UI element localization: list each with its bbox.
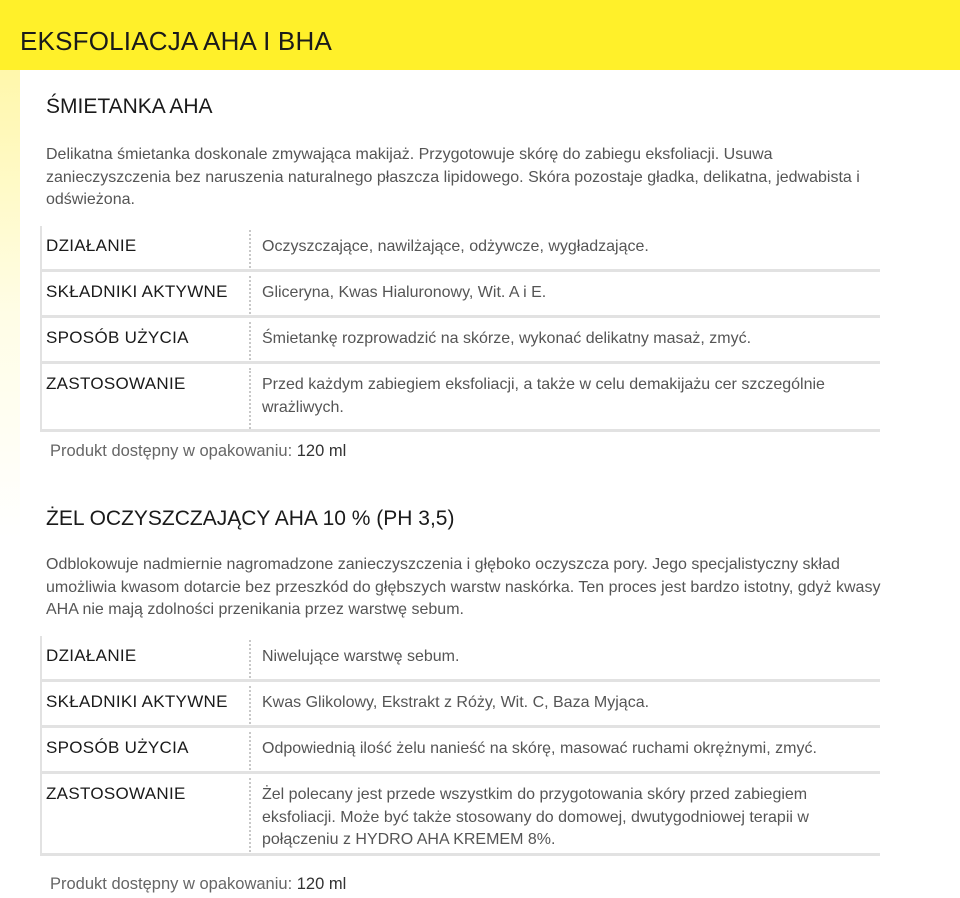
spec-row-zastosowanie: [40, 364, 880, 432]
spec-value: Przed każdym zabiegiem eksfoliacji, a także w celu demakijażu cer szczególnie wrażliwych.: [262, 376, 825, 416]
spec-value: Gliceryna, Kwas Hialuronowy, Wit. A i E.: [262, 284, 547, 301]
availability-note: [50, 442, 346, 461]
spec-row-skladniki: [40, 272, 880, 318]
spec-row-sposob: [40, 728, 880, 774]
spec-table: [40, 636, 880, 856]
spec-label: SPOSÓB UŻYCIA: [46, 738, 189, 757]
spec-row-skladniki: [40, 682, 880, 728]
spec-row-dzialanie: [40, 636, 880, 682]
page-title: EKSFOLIACJA AHA I BHA: [20, 26, 332, 56]
spec-value: Oczyszczające, nawilżające, odżywcze, wygładzające.: [262, 238, 649, 255]
spec-label: DZIAŁANIE: [46, 236, 137, 255]
spec-value: Odpowiednią ilość żelu nanieść na skórę, masować ruchami okrężnymi, zmyć.: [262, 740, 817, 757]
product-title: ŻEL OCZYSZCZAJĄCY AHA 10 % (PH 3,5): [46, 507, 455, 530]
spec-label: ZASTOSOWANIE: [46, 374, 186, 393]
availability-label: Produkt dostępny w opakowaniu:: [50, 875, 293, 893]
product-title: ŚMIETANKA AHA: [46, 95, 213, 118]
spec-label: ZASTOSOWANIE: [46, 784, 186, 803]
spec-label: SKŁADNIKI AKTYWNE: [46, 692, 228, 711]
content-page: [20, 70, 960, 898]
availability-amount: 120 ml: [296, 442, 347, 460]
spec-label: DZIAŁANIE: [46, 646, 137, 665]
spec-label: SPOSÓB UŻYCIA: [46, 328, 189, 347]
availability-label: Produkt dostępny w opakowaniu:: [50, 442, 293, 460]
availability-amount: 120 ml: [296, 875, 347, 893]
page-header: [0, 0, 960, 70]
spec-table: [40, 226, 880, 432]
spec-value: Żel polecany jest przede wszystkim do przygotowania skóry przed zabiegiem eksfoliacji. Może być także stosowany do domowej, dwutygodniowej terapii w połączeniu z HYDRO AHA KREMEM 8%.: [262, 786, 809, 848]
spec-value: Niwelujące warstwę sebum.: [262, 648, 460, 665]
spec-value: Śmietankę rozprowadzić na skórze, wykonać delikatny masaż, zmyć.: [262, 330, 752, 347]
spec-label: SKŁADNIKI AKTYWNE: [46, 282, 228, 301]
availability-note: [50, 875, 346, 894]
product-description: Odblokowuje nadmiernie nagromadzone zanieczyszczenia i głęboko oczyszcza pory. Jego specjalistyczny skład umożliwia kwasom dotarcie bez przeszkód do głębszych warstw naskórka. Ten proces jest bardzo istotny, gdyż kwasy AHA nie mają zdolności przenikania przez warstwę sebum.: [46, 556, 881, 618]
product-description: Delikatna śmietanka doskonale zmywająca makijaż. Przygotowuje skórę do zabiegu eksfoliacji. Usuwa zanieczyszczenia bez naruszenia naturalnego płaszcza lipidowego. Skóra pozostaje gładka, delikatna, jedwabista i odświeżona.: [46, 146, 860, 208]
spec-value: Kwas Glikolowy, Ekstrakt z Róży, Wit. C, Baza Myjąca.: [262, 694, 650, 711]
spec-row-dzialanie: [40, 226, 880, 272]
spec-row-zastosowanie: [40, 774, 880, 856]
spec-row-sposob: [40, 318, 880, 364]
